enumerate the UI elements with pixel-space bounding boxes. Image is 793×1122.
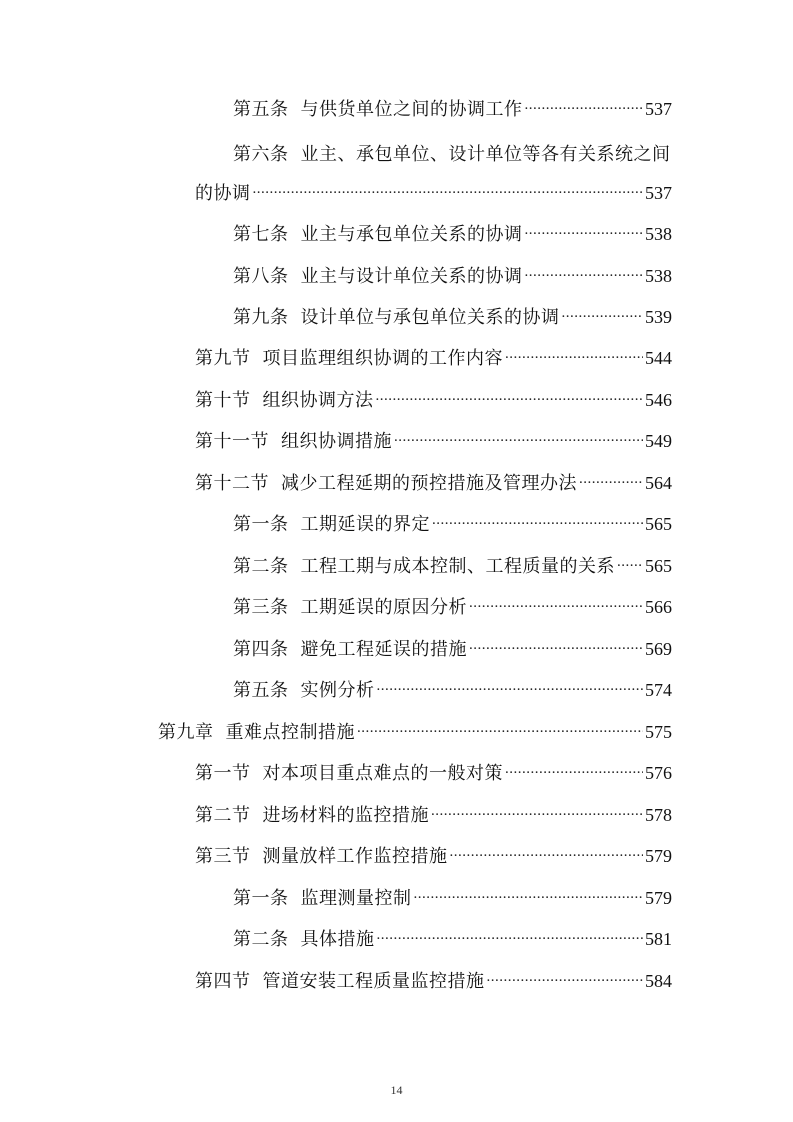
toc-leader-dots (431, 805, 643, 823)
toc-entry-page: 581 (645, 929, 672, 949)
toc-leader-dots (253, 183, 644, 201)
toc-entry-page: 569 (645, 639, 672, 659)
toc-leader-dots (450, 846, 644, 864)
toc-entry-page: 565 (645, 556, 672, 576)
toc-entry-number: 第一节 (195, 763, 251, 784)
toc-entry-title: 的协调 (195, 183, 251, 204)
toc-entry-title: 组织协调方法 (262, 390, 374, 411)
toc-entry-page: 564 (645, 473, 672, 493)
toc-entry-title: 进场材料的监控措施 (262, 805, 429, 826)
toc-entry (233, 886, 672, 911)
toc-entry-number: 第九条 (233, 307, 289, 328)
toc-entry-page: 546 (645, 390, 672, 410)
toc-leader-dots (525, 224, 644, 242)
toc-entry (195, 803, 672, 828)
toc-entry-number: 第三节 (195, 846, 251, 867)
toc-entry-number: 第二条 (233, 556, 289, 577)
toc-entry-title: 实例分析 (300, 680, 375, 701)
toc-leader-dots (376, 390, 644, 408)
toc-leader-dots (562, 307, 644, 325)
toc-leader-dots (469, 639, 643, 657)
toc-leader-dots (469, 597, 643, 615)
toc-entry (195, 471, 672, 496)
toc-entry-number: 第九章 (158, 722, 214, 743)
toc-entry-title: 工期延误的原因分析 (300, 597, 467, 618)
toc-leader-dots (377, 680, 644, 698)
toc-entry-page: 565 (645, 514, 672, 534)
toc-entry-title: 对本项目重点难点的一般对策 (262, 763, 503, 784)
toc-entry-title: 重难点控制措施 (225, 722, 355, 743)
toc-entry-number: 第二条 (233, 929, 289, 950)
toc-entry (233, 554, 672, 579)
toc-entry-number: 第一条 (233, 514, 289, 535)
toc-entry-number: 第十一节 (195, 431, 269, 452)
toc-leader-dots (525, 266, 644, 284)
toc-entry (233, 595, 672, 620)
toc-entry (195, 761, 672, 786)
toc-entry-number: 第四条 (233, 639, 289, 660)
toc-entry-page: 579 (645, 846, 672, 866)
toc-leader-dots (377, 929, 644, 947)
toc-entry-title: 设计单位与承包单位关系的协调 (300, 307, 560, 328)
toc-entry-page: 579 (645, 888, 672, 908)
toc-entry-page: 574 (645, 680, 672, 700)
toc-entry-page: 575 (645, 722, 672, 742)
toc-entry-continuation (195, 181, 672, 206)
toc-entry-page: 578 (645, 805, 672, 825)
toc-entry (233, 222, 672, 247)
toc-entry-page: 584 (645, 971, 672, 991)
toc-leader-dots (414, 888, 644, 906)
toc-leader-dots (505, 763, 643, 781)
toc-entry-title: 测量放样工作监控措施 (262, 846, 448, 867)
toc-entry-title: 业主与设计单位关系的协调 (300, 266, 523, 287)
toc-leader-dots (525, 99, 644, 117)
toc-entry (195, 429, 672, 454)
toc-entry (233, 97, 672, 122)
toc-leader-dots (394, 431, 643, 449)
toc-entry-title: 工期延误的界定 (300, 514, 430, 535)
toc-entry-title: 具体措施 (300, 929, 375, 950)
toc-entry-title: 避免工程延误的措施 (300, 639, 467, 660)
toc-entry (195, 388, 672, 413)
toc-entry (195, 844, 672, 869)
toc-entry-number: 第九节 (195, 348, 251, 369)
toc-entry-page: 537 (645, 183, 672, 203)
toc-entry (233, 264, 672, 289)
page-number-footer: 14 (390, 1083, 403, 1097)
toc-leader-dots (617, 556, 643, 574)
toc-chapter-entry (158, 720, 672, 745)
toc-entry-title: 业主与承包单位关系的协调 (300, 224, 523, 245)
toc-leader-dots (487, 971, 644, 989)
toc-entry-number: 第八条 (233, 266, 289, 287)
toc-entry-number: 第一条 (233, 888, 289, 909)
toc-entry-number: 第三条 (233, 597, 289, 618)
toc-entry-title: 管道安装工程质量监控措施 (262, 971, 485, 992)
toc-entry-page: 566 (645, 597, 672, 617)
toc-entry-number: 第七条 (233, 224, 289, 245)
toc-leader-dots (357, 722, 643, 740)
toc-entry-page: 549 (645, 431, 672, 451)
toc-entry-title: 组织协调措施 (281, 431, 392, 452)
toc-entry-page: 538 (645, 266, 672, 286)
toc-leader-dots (505, 348, 643, 366)
toc-entry-number: 第五条 (233, 99, 289, 120)
toc-entry (233, 512, 672, 537)
toc-entry-page: 537 (645, 99, 672, 119)
toc-entry-title: 监理测量控制 (300, 888, 412, 909)
toc-entry-title: 与供货单位之间的协调工作 (300, 99, 523, 120)
toc-entry (233, 637, 672, 662)
toc-entry (233, 678, 672, 703)
toc-entry-page: 538 (645, 224, 672, 244)
toc-entry-number: 第六条 (233, 144, 289, 165)
toc-entry-number: 第十节 (195, 390, 251, 411)
toc-entry-title: 减少工程延期的预控措施及管理办法 (281, 473, 577, 494)
toc-entry-number: 第五条 (233, 680, 289, 701)
toc-entry-title: 工程工期与成本控制、工程质量的关系 (300, 556, 615, 577)
toc-leader-dots (579, 473, 643, 491)
toc-entry-page: 544 (645, 348, 672, 368)
toc-entry-page: 539 (645, 307, 672, 327)
toc-entry (233, 927, 672, 952)
toc-entry-number: 第四节 (195, 971, 251, 992)
toc-entry-number: 第二节 (195, 805, 251, 826)
toc-entry-title: 项目监理组织协调的工作内容 (262, 348, 503, 369)
toc-entry (233, 143, 672, 167)
toc-leader-dots (432, 514, 643, 532)
toc-entry-title: 业主、承包单位、设计单位等各有关系统之间 (300, 144, 671, 165)
toc-entry (233, 305, 672, 330)
toc-entry-page: 576 (645, 763, 672, 783)
toc-entry (195, 346, 672, 371)
toc-entry-number: 第十二节 (195, 473, 269, 494)
toc-entry (195, 969, 672, 994)
